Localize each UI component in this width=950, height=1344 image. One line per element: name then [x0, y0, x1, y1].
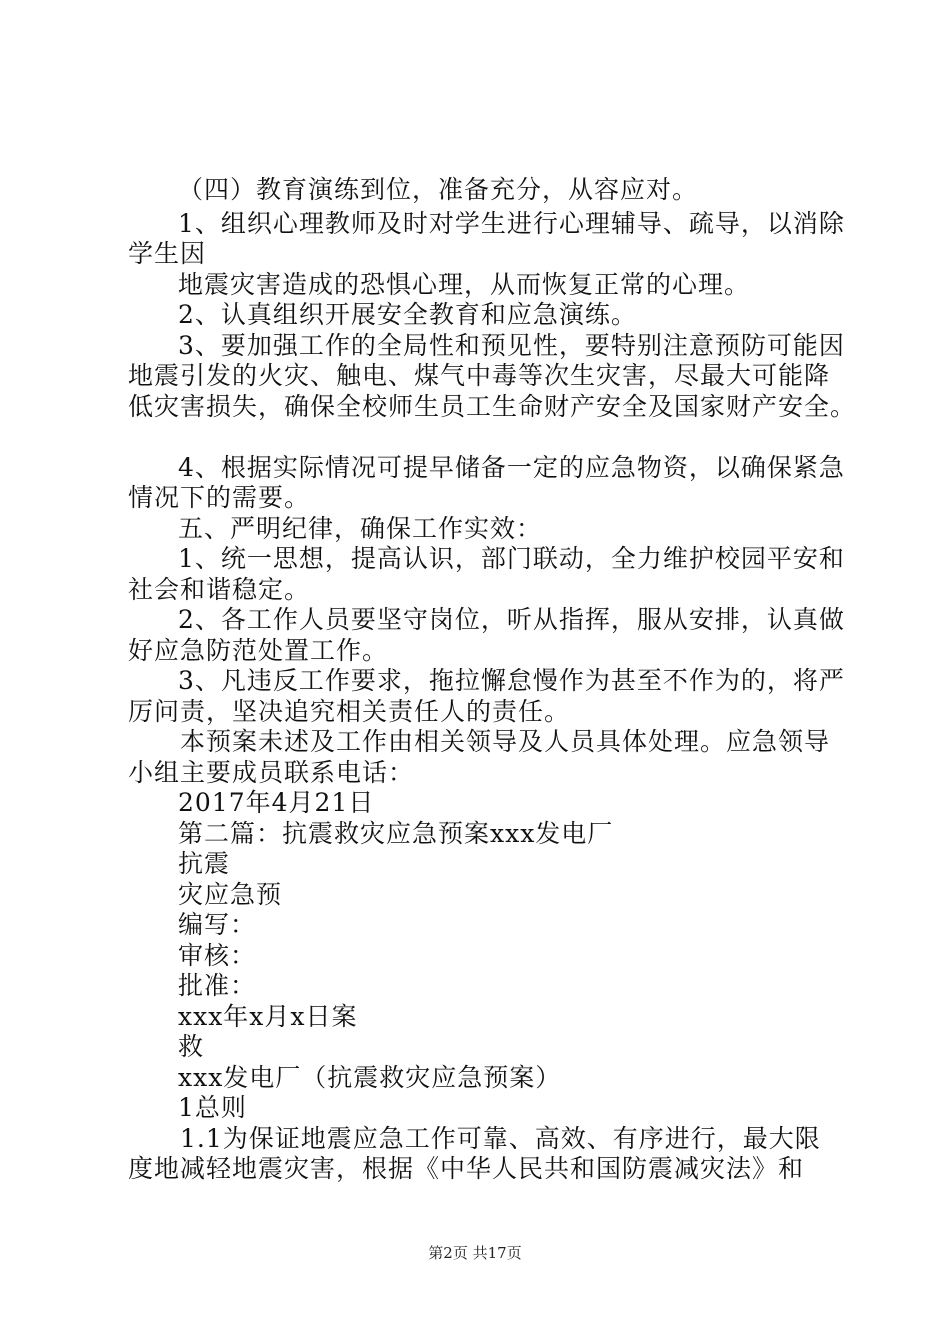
page-footer: 第2页 共17页	[428, 1244, 522, 1262]
text-line: 2、各工作人员要坚守岗位，听从指挥，服从安排，认真做	[178, 605, 845, 634]
text-line: 本预案未述及工作由相关领导及人员具体处理。应急领导	[180, 727, 831, 756]
text-line: 3、要加强工作的全局性和预见性，要特别注意预防可能因	[178, 331, 845, 360]
text-line: 批准：	[178, 971, 257, 1000]
text-line: 五、严明纪律，确保工作实效：	[178, 514, 543, 543]
text-line: （四）教育演练到位，准备充分，从容应对。	[178, 175, 699, 204]
text-line: 灾应急预	[178, 880, 283, 909]
text-line: 1.1为保证地震应急工作可靠、高效、有序进行，最大限	[180, 1124, 821, 1153]
text-line: 小组主要成员联系电话：	[128, 758, 415, 787]
text-line: xxx发电厂（抗震救灾应急预案）	[178, 1063, 562, 1092]
text-line: 2、认真组织开展安全教育和应急演练。	[178, 300, 637, 329]
text-line: 厉问责，坚决追究相关责任人的责任。	[128, 697, 571, 726]
text-line: 救	[178, 1032, 205, 1061]
text-line: 抗震	[178, 849, 231, 878]
text-line: 2017年4月21日	[178, 788, 375, 817]
text-line: 编写：	[178, 910, 257, 939]
text-line: xxx年x月x日案	[178, 1002, 358, 1031]
text-line: 度地减轻地震灾害，根据《中华人民共和国防震减灾法》和	[128, 1154, 805, 1183]
text-line: 3、凡违反工作要求，拖拉懈怠慢作为甚至不作为的，将严	[178, 666, 845, 695]
text-line: 学生因	[128, 239, 207, 268]
text-line: 社会和谐稳定。	[128, 575, 311, 604]
text-line: 地震灾害造成的恐惧心理，从而恢复正常的心理。	[178, 270, 751, 299]
text-line: 审核：	[178, 941, 257, 970]
text-line: 1总则	[178, 1093, 247, 1122]
text-line: 1、组织心理教师及时对学生进行心理辅导、疏导，以消除	[178, 209, 845, 238]
text-line: 情况下的需要。	[128, 483, 311, 512]
text-line: 好应急防范处置工作。	[128, 636, 389, 665]
text-line: 第二篇：抗震救灾应急预案xxx发电厂	[178, 819, 614, 848]
text-line: 4、根据实际情况可提早储备一定的应急物资，以确保紧急	[178, 453, 845, 482]
text-line: 地震引发的火灾、触电、煤气中毒等次生灾害，尽最大可能降	[128, 361, 831, 390]
text-line: 1、统一思想，提高认识，部门联动，全力维护校园平安和	[178, 544, 845, 573]
text-line: 低灾害损失，确保全校师生员工生命财产安全及国家财产安全。	[128, 392, 857, 421]
